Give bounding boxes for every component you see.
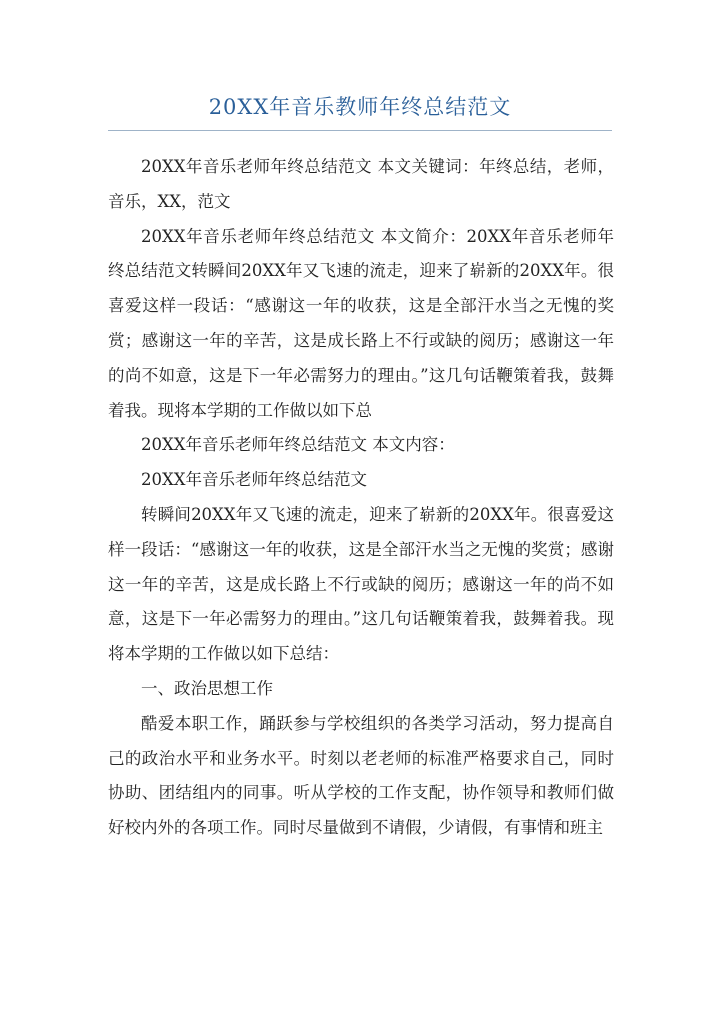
document-title: 20XX年音乐教师年终总结范文 [208,95,512,119]
paragraph-intro: 转瞬间20XX年又飞速的流走，迎来了崭新的20XX年。很喜爱这样一段话：“感谢这一年的收获，这是全部汗水当之无愧的奖赏；感谢这一年的辛苦，这是成长路上不行或缺的阅历；感谢这一年的尚不如意，这是下一年必需努力的理由。”这几句话鞭策着我，鼓舞着我。现将本学期的工作做以如下总结： [108,504,614,664]
document-body [108,150,614,846]
paragraph-content-label: 20XX年音乐老师年终总结范文 本文内容： [141,435,455,455]
paragraph-subtitle: 20XX年音乐老师年终总结范文 [141,470,367,490]
paragraph-keywords: 20XX年音乐老师年终总结范文 本文关键词：年终总结，老师，音乐，XX，范文 [108,157,614,211]
title-divider [108,130,612,131]
paragraph-summary: 20XX年音乐老师年终总结范文 本文简介：20XX年音乐老师年终总结范文转瞬间20XX年又飞速的流走，迎来了崭新的20XX年。很喜爱这样一段话：“感谢这一年的收获，这是全部汗水当之无愧的奖赏；感谢这一年的辛苦，这是成长路上不行或缺的阅历；感谢这一年的尚不如意，这是下一年必需努力的理由。”这几句话鞭策着我，鼓舞着我。现将本学期的工作做以如下总 [108,226,614,420]
paragraph-political-work: 酷爱本职工作，踊跃参与学校组织的各类学习活动，努力提高自己的政治水平和业务水平。时刻以老老师的标准严格要求自己，同时协助、团结组内的同事。听从学校的工作支配，协作领导和教师们做好校内外的各项工作。同时尽量做到不请假，少请假，有事情和班主 [108,713,614,838]
section-heading-political: 一、政治思想工作 [141,678,273,698]
